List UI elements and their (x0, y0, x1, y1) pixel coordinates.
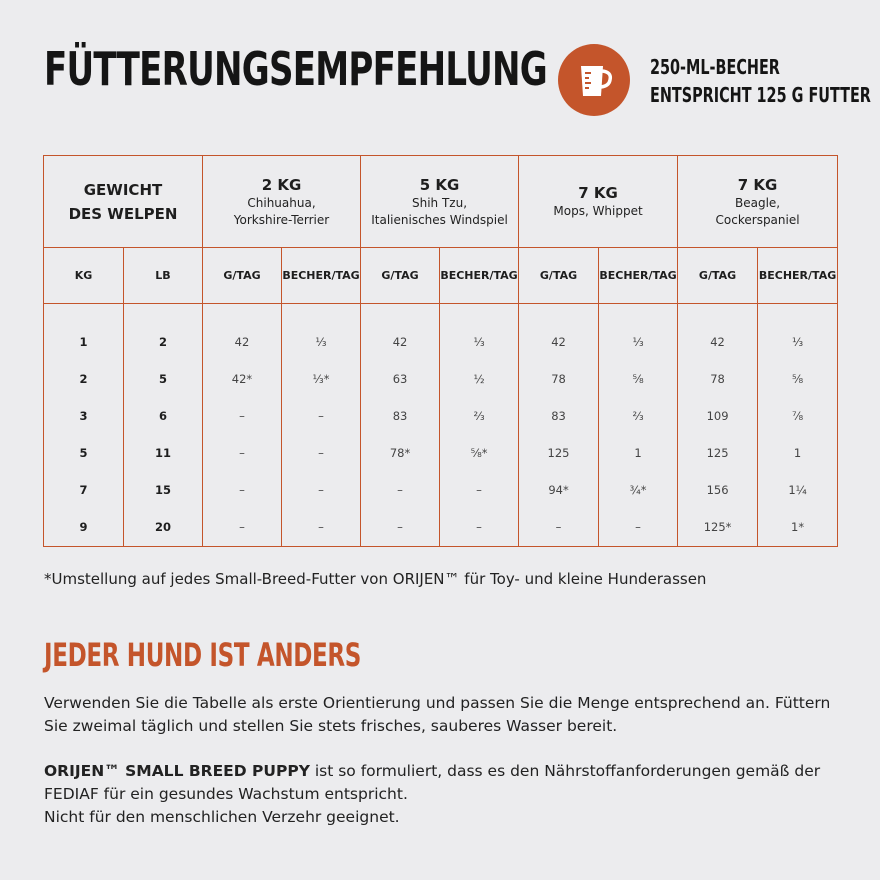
table-cell: ⅓ (791, 335, 804, 349)
table-cell: – (239, 409, 245, 423)
table-cell: 109 (706, 409, 729, 423)
table-cell: 9 (79, 520, 88, 534)
cup-equivalence-note (650, 53, 871, 109)
table-cell: ⅝ (632, 372, 644, 386)
table-cell: 3 (79, 409, 88, 423)
table-cell: ⅞ (791, 409, 804, 423)
table-cell: 78* (389, 446, 411, 460)
group-breeds-line1: Shih Tzu, (412, 195, 468, 210)
product-name: ORIJEN™ SMALL BREED PUPPY (44, 762, 310, 780)
table-cell: – (397, 520, 403, 534)
group-breeds-line1: Beagle, (734, 195, 781, 210)
table-cell: 1 (634, 446, 642, 460)
measuring-cup-icon (572, 58, 616, 102)
group-breeds-line1: Mops, Whippet (553, 204, 643, 218)
table-cell: 1 (79, 335, 88, 349)
paragraph-product (44, 760, 844, 829)
column-cup-day-5kg (440, 304, 519, 547)
group-breeds-line2: Cockerspaniel (715, 212, 800, 227)
column-g-day-7kg-mops (519, 304, 599, 547)
weight-header (44, 156, 203, 248)
table-cell: 1¼ (788, 483, 807, 497)
table-cell: 156 (706, 483, 729, 497)
page-title: FÜTTERUNGSEMPFEHLUNG (44, 42, 547, 96)
table-cell: 42 (710, 335, 725, 349)
footnote: *Umstellung auf jedes Small-Breed-Futter von ORIJEN™ für Toy- und kleine Hunderassen (44, 570, 707, 588)
table-cell: ⅝* (470, 446, 488, 460)
table-cell: – (555, 520, 562, 534)
table-cell: 7 (79, 483, 88, 497)
section-heading: JEDER HUND IST ANDERS (44, 636, 362, 674)
table-cell: 20 (154, 520, 171, 534)
column-cup-day-7kg-beagle (758, 304, 838, 547)
table-cell: 42 (392, 335, 408, 349)
table-cell: – (239, 446, 245, 460)
table-cell: 1* (791, 520, 805, 534)
table-cell: ⅓ (473, 335, 485, 349)
table-cell: 5 (158, 372, 167, 386)
group-header-2 (361, 156, 519, 248)
subheader-cup-day: BECHER/TAG (758, 248, 838, 304)
weight-header-line2: DES WELPEN (68, 204, 178, 223)
cup-note-line1: 250-ML-BECHER (650, 55, 780, 79)
table-cell: – (318, 409, 324, 423)
table-cell: 125 (547, 446, 570, 460)
table-cell: ⅓ (632, 335, 644, 349)
table-cell: 15 (154, 483, 171, 497)
group-weight: 5 KG (419, 175, 460, 194)
table-cell: 2 (158, 335, 167, 349)
table-cell: – (476, 520, 482, 534)
table-cell: – (318, 483, 324, 497)
measuring-cup-badge (558, 44, 630, 116)
subheader-g-day: G/TAG (203, 248, 282, 304)
table-cell: 125 (706, 446, 729, 460)
subheader-cup-day: BECHER/TAG (440, 248, 519, 304)
subheader-g-day: G/TAG (519, 248, 599, 304)
table-cell: – (397, 483, 403, 497)
table-cell: ⅔ (632, 409, 644, 423)
subheader-cup-day: BECHER/TAG (599, 248, 678, 304)
subheader-cup-day: BECHER/TAG (282, 248, 361, 304)
group-weight: 2 KG (261, 175, 302, 194)
table-cell: – (318, 520, 324, 534)
subheader-kg: KG (44, 248, 124, 304)
group-breeds-line2: Yorkshire-Terrier (233, 212, 330, 227)
column-lb (124, 304, 203, 547)
table-cell: ½ (473, 372, 485, 386)
table-cell: 78 (551, 372, 566, 386)
table-cell: – (239, 483, 245, 497)
not-for-human-note: Nicht für den menschlichen Verzehr geeignet. (44, 808, 400, 826)
table-cell: 63 (392, 372, 408, 386)
column-g-day-2kg (203, 304, 282, 547)
table-cell: – (239, 520, 245, 534)
group-breeds-line2: Italienisches Windspiel (371, 212, 508, 227)
group-weight: 7 KG (578, 184, 618, 202)
feeding-table (43, 155, 838, 547)
product-description: ist so formuliert, dass es den Nährstoffanforderungen gemäß der FEDIAF für ein gesundes Wachstum entspricht. (44, 762, 821, 803)
table-cell: 94* (548, 483, 569, 497)
weight-header-line1: GEWICHT (83, 180, 163, 199)
subheader-g-day: G/TAG (678, 248, 758, 304)
table-cell: 42 (234, 335, 250, 349)
table-cell: – (318, 446, 324, 460)
column-cup-day-7kg-mops (599, 304, 678, 547)
table-cell: ⅓* (312, 372, 330, 386)
table-cell: 83 (551, 409, 566, 423)
column-cup-day-2kg (282, 304, 361, 547)
subheader-g-day: G/TAG (361, 248, 440, 304)
column-g-day-5kg (361, 304, 440, 547)
table-cell: 78 (710, 372, 725, 386)
column-g-day-7kg-beagle (678, 304, 758, 547)
subheader-lb: LB (124, 248, 203, 304)
table-cell: – (476, 483, 482, 497)
table-cell: 1 (793, 446, 802, 460)
table-cell: 42* (231, 372, 253, 386)
table-cell: ⅝ (791, 372, 804, 386)
table-cell: 125* (703, 520, 732, 534)
group-weight: 7 KG (737, 175, 778, 194)
table-cell: 2 (79, 372, 88, 386)
cup-note-line2: ENTSPRICHT 125 G FUTTER (650, 83, 871, 107)
table-cell: – (635, 520, 641, 534)
table-cell: 5 (79, 446, 88, 460)
table-cell: ⅔ (473, 409, 485, 423)
table-cell: 6 (158, 409, 167, 423)
group-header-3 (519, 156, 678, 248)
group-header-4 (678, 156, 838, 248)
table-cell: 11 (154, 446, 171, 460)
group-header-1 (203, 156, 361, 248)
paragraph-usage: Verwenden Sie die Tabelle als erste Orientierung und passen Sie die Menge entsprechend an. Füttern Sie zweimal täglich und stellen Sie stets frisches, sauberes Wasser bereit. (44, 694, 831, 735)
table-cell: 42 (551, 335, 566, 349)
group-breeds-line1: Chihuahua, (247, 195, 316, 210)
table-cell: 83 (392, 409, 408, 423)
column-kg (44, 304, 124, 547)
table-cell: ¾* (629, 483, 647, 497)
table-cell: ⅓ (315, 335, 327, 349)
